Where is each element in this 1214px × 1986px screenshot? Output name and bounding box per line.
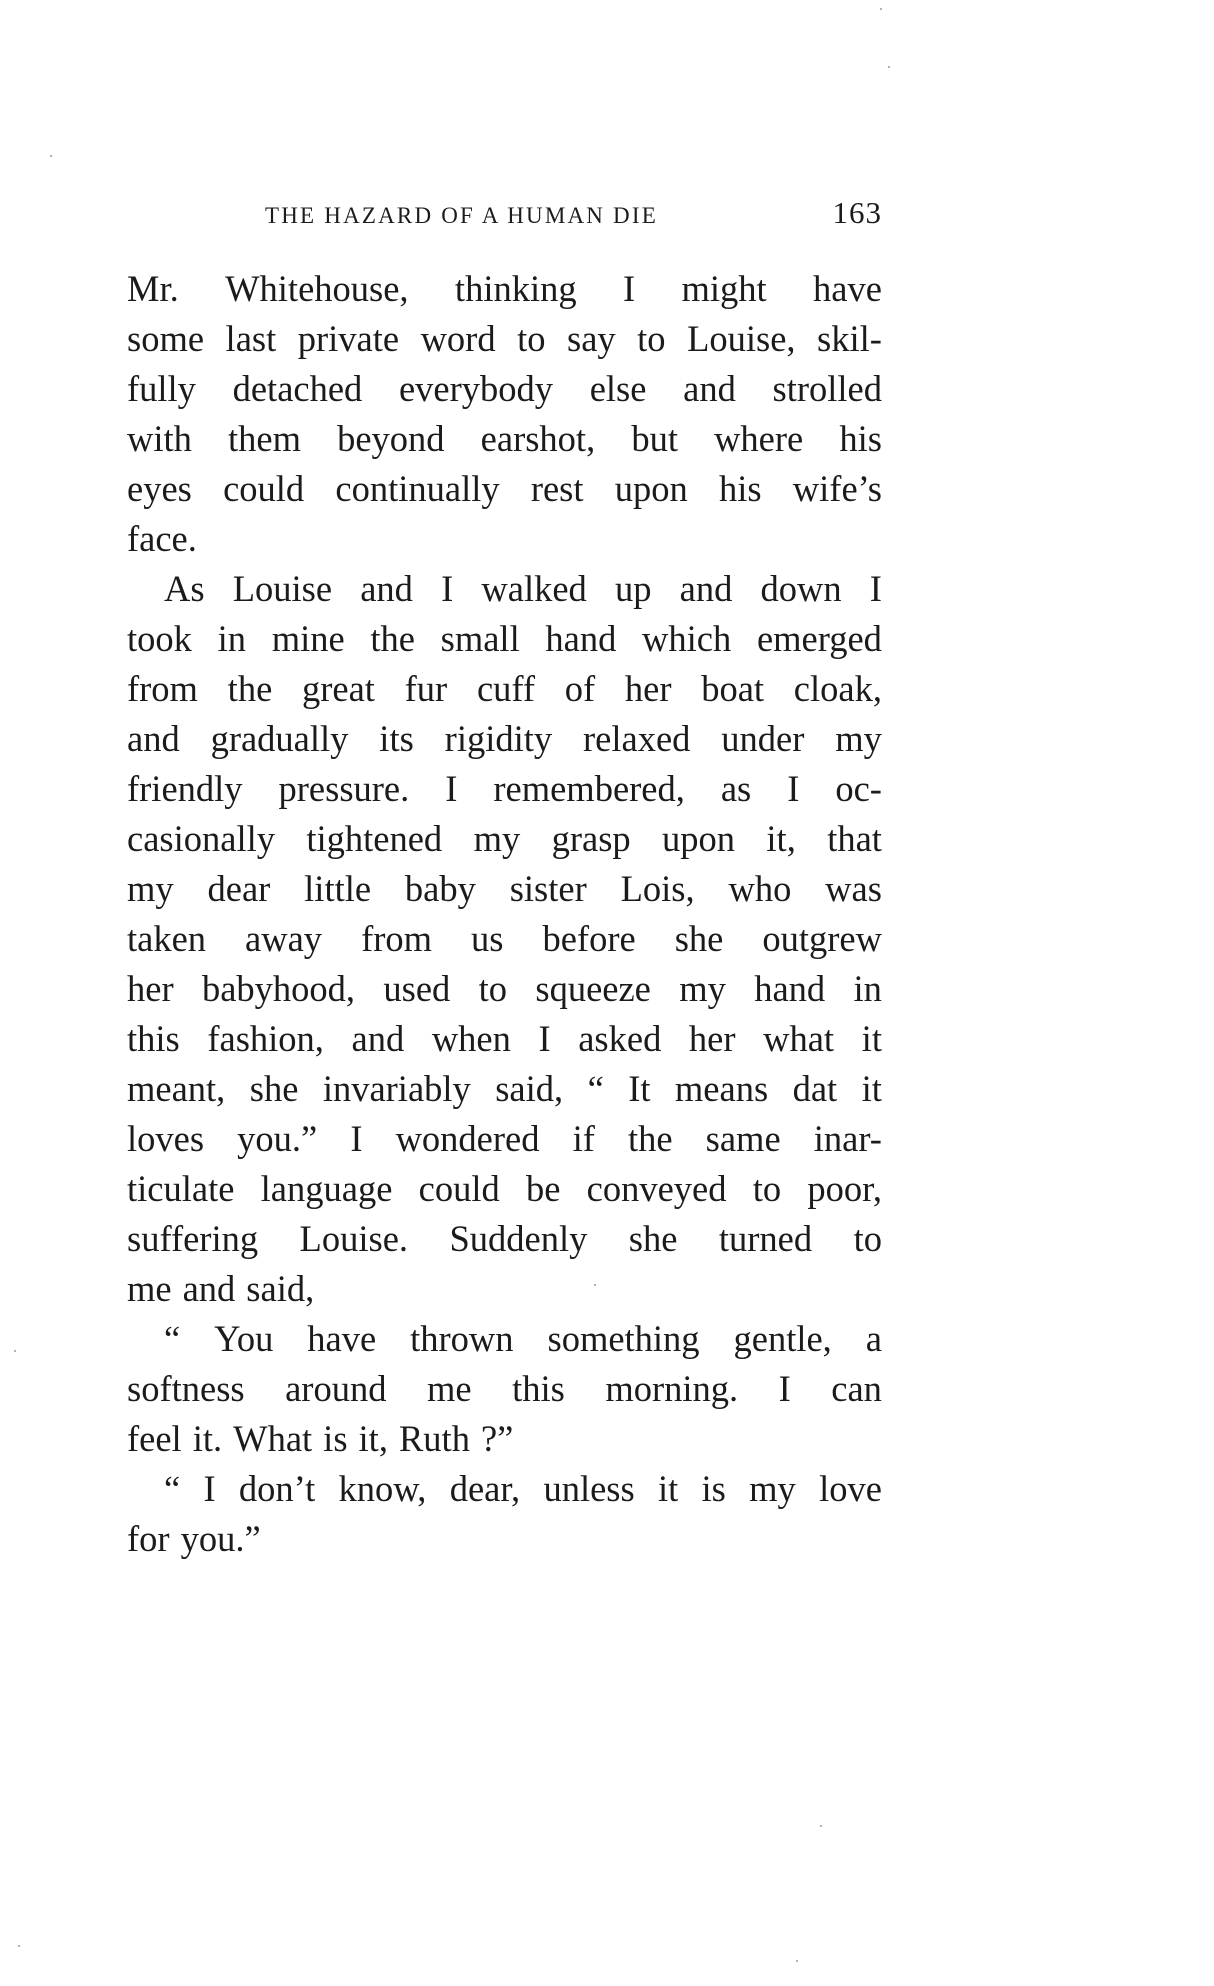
text-line: casionally tightened my grasp upon it, that — [127, 818, 882, 859]
text-line: and gradually its rigidity relaxed under my — [127, 718, 882, 759]
body-text — [127, 264, 882, 1564]
running-title: THE HAZARD OF A HUMAN DIE — [265, 203, 658, 228]
text-line: Mr. Whitehouse, thinking I might have — [127, 268, 882, 309]
text-line: friendly pressure. I remembered, as I oc- — [127, 768, 882, 809]
text-line: for you.” — [127, 1518, 261, 1559]
text-line: As Louise and I walked up and down I — [164, 568, 882, 609]
text-line: suffering Louise. Suddenly she turned to — [127, 1218, 882, 1259]
text-line: took in mine the small hand which emerged — [127, 618, 882, 659]
page-number: 163 — [832, 195, 882, 230]
text-line: this fashion, and when I asked her what it — [127, 1018, 882, 1059]
text-line: softness around me this morning. I can — [127, 1368, 882, 1409]
text-line: with them beyond earshot, but where his — [127, 418, 882, 459]
text-line: loves you.” I wondered if the same inar- — [127, 1118, 882, 1159]
text-line: my dear little baby sister Lois, who was — [127, 868, 882, 909]
text-line: meant, she invariably said, “ It means dat it — [127, 1068, 882, 1109]
text-line: “ I don’t know, dear, unless it is my love — [164, 1468, 882, 1509]
text-line: fully detached everybody else and strolled — [127, 368, 882, 409]
running-head — [127, 195, 882, 235]
text-line: taken away from us before she outgrew — [127, 918, 882, 959]
text-line: from the great fur cuff of her boat cloak, — [127, 668, 882, 709]
text-line: eyes could continually rest upon his wife’s — [127, 468, 882, 509]
text-line: “ You have thrown something gentle, a — [164, 1318, 882, 1359]
text-line: ticulate language could be conveyed to poor, — [127, 1168, 882, 1209]
text-line: me and said, — [127, 1268, 315, 1309]
text-line: her babyhood, used to squeeze my hand in — [127, 968, 882, 1009]
text-line: some last private word to say to Louise, skil- — [127, 318, 882, 359]
text-line: feel it. What is it, Ruth ?” — [127, 1418, 514, 1459]
text-line: face. — [127, 518, 197, 559]
